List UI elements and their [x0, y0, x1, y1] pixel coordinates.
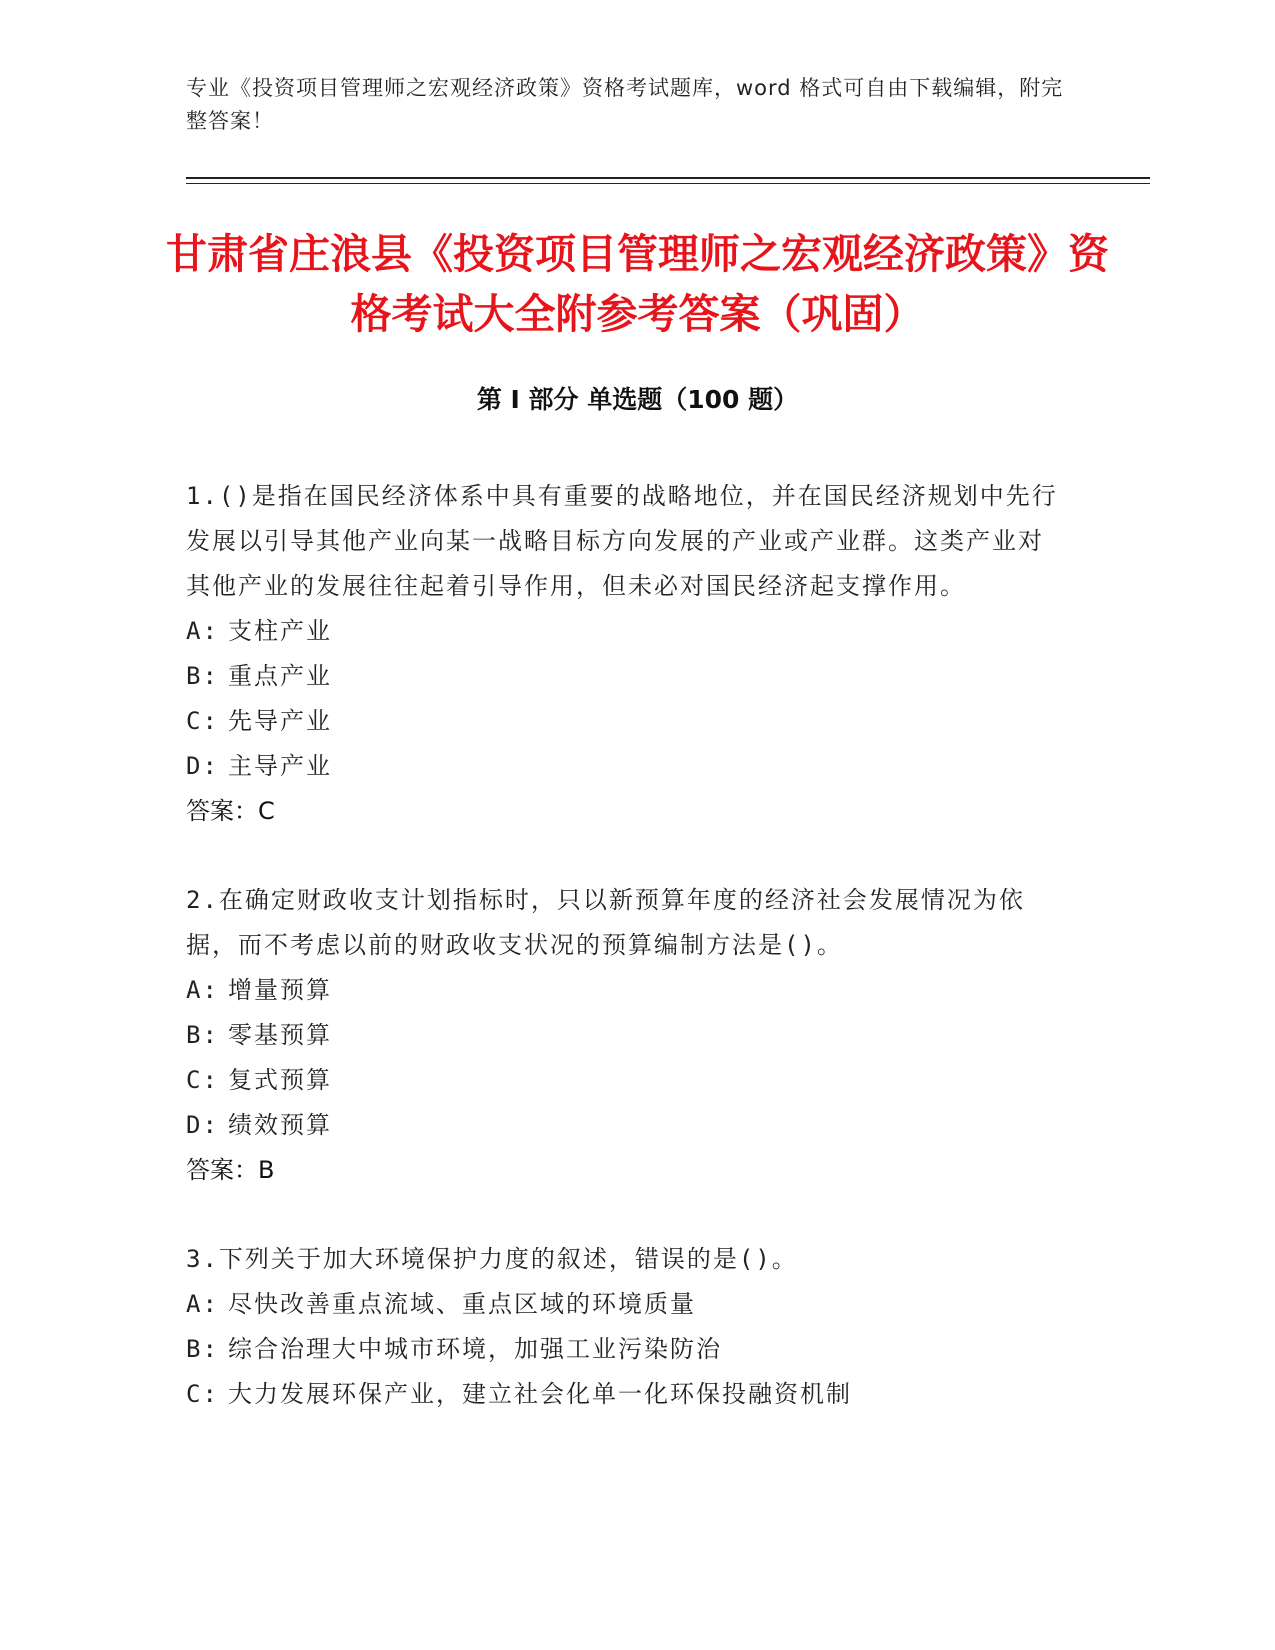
question-list — [186, 474, 1066, 1461]
option-text: 支柱产业 — [228, 617, 332, 645]
option-letter: A: — [186, 1290, 219, 1318]
option-letter: C: — [186, 707, 219, 735]
header-divider-thick — [186, 177, 1150, 179]
option-text: 大力发展环保产业，建立社会化单一化环保投融资机制 — [228, 1380, 852, 1408]
option-text: 先导产业 — [228, 707, 332, 735]
option-b — [186, 654, 1066, 699]
option-d — [186, 1103, 1066, 1148]
option-a — [186, 609, 1066, 654]
question-2 — [186, 878, 1066, 1193]
option-a — [186, 1282, 1066, 1327]
option-d — [186, 744, 1066, 789]
option-letter: B: — [186, 662, 219, 690]
option-letter: D: — [186, 1111, 219, 1139]
option-b — [186, 1013, 1066, 1058]
question-stem: 3.下列关于加大环境保护力度的叙述，错误的是()。 — [186, 1245, 798, 1273]
option-b — [186, 1327, 1066, 1372]
option-text: 零基预算 — [228, 1021, 332, 1049]
option-text: 绩效预算 — [228, 1111, 332, 1139]
header-note: 专业《投资项目管理师之宏观经济政策》资格考试题库，word 格式可自由下载编辑，附完整答案！ — [186, 76, 1064, 133]
document-title: 甘肃省庄浪县《投资项目管理师之宏观经济政策》资格考试大全附参考答案（巩固） — [166, 230, 1109, 338]
option-a — [186, 968, 1066, 1013]
question-stem: 1.()是指在国民经济体系中具有重要的战略地位，并在国民经济规划中先行发展以引导其他产业向某一战略目标方向发展的产业或产业群。这类产业对其他产业的发展往往起着引导作用，但未必对国民经济起支撑作用。 — [186, 482, 1058, 600]
answer-line: 答案：B — [186, 1156, 275, 1184]
option-letter: D: — [186, 752, 219, 780]
option-text: 综合治理大中城市环境，加强工业污染防治 — [228, 1335, 722, 1363]
question-1 — [186, 474, 1066, 834]
option-letter: A: — [186, 617, 219, 645]
answer-line: 答案：C — [186, 797, 275, 825]
option-c — [186, 1372, 1066, 1417]
question-3 — [186, 1237, 1066, 1417]
option-c — [186, 1058, 1066, 1103]
option-letter: C: — [186, 1066, 219, 1094]
option-letter: A: — [186, 976, 219, 1004]
option-letter: B: — [186, 1335, 219, 1363]
question-stem: 2.在确定财政收支计划指标时，只以新预算年度的经济社会发展情况为依据，而不考虑以前的财政收支状况的预算编制方法是()。 — [186, 886, 1025, 959]
option-letter: C: — [186, 1380, 219, 1408]
header-divider-thin — [186, 183, 1150, 184]
option-text: 增量预算 — [228, 976, 332, 1004]
option-text: 主导产业 — [228, 752, 332, 780]
option-text: 重点产业 — [228, 662, 332, 690]
option-text: 复式预算 — [228, 1066, 332, 1094]
option-c — [186, 699, 1066, 744]
option-letter: B: — [186, 1021, 219, 1049]
section-heading: 第 I 部分 单选题（100 题） — [476, 385, 799, 414]
option-text: 尽快改善重点流域、重点区域的环境质量 — [228, 1290, 696, 1318]
